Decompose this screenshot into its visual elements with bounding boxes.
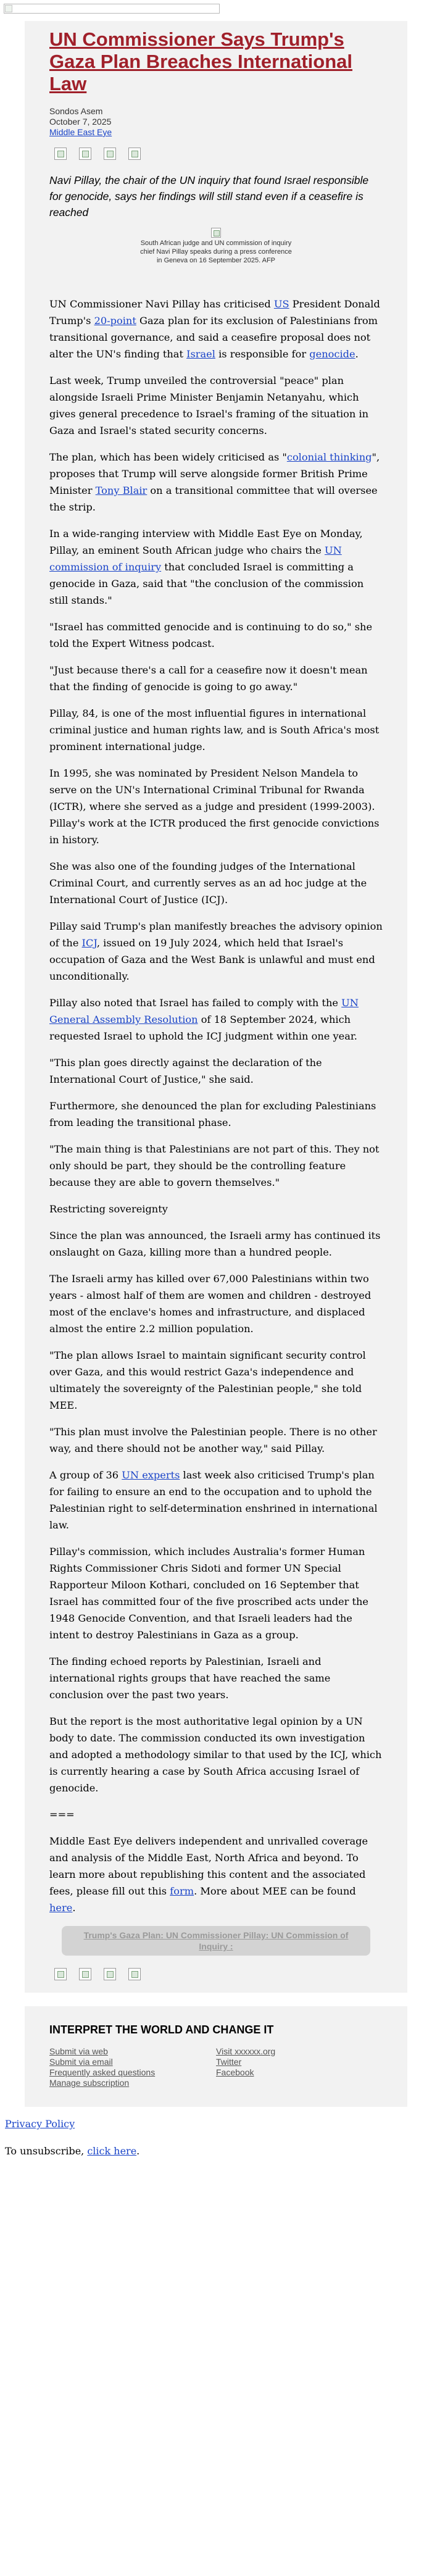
footer-link[interactable]: Twitter <box>216 2057 242 2067</box>
inline-link[interactable]: Israel <box>186 348 215 360</box>
share-icon[interactable] <box>79 1968 91 1980</box>
share-icons-bottom <box>54 1968 383 1980</box>
footer-link[interactable]: Frequently asked questions <box>49 2067 156 2077</box>
paragraph: In 1995, she was nominated by President Nelson Mandela to serve on the UN's International Criminal Tribunal for Rwanda (ICTR), where she served as a judge and president (1999-2003). Pillay's work at the ICTR produced the first genocide convictions in history. <box>49 767 380 846</box>
standfirst: Navi Pillay, the chair of the UN inquiry that found Israel responsible for genocide, says her findings will still stand even if a ceasefire is reached <box>49 174 369 219</box>
related-article <box>62 1926 370 1956</box>
article-headline[interactable]: UN Commissioner Says Trump's Gaza Plan Breaches International Law <box>49 28 353 94</box>
privacy-policy-link[interactable]: Privacy Policy <box>5 2118 75 2130</box>
footer-links-right <box>216 2046 383 2088</box>
paragraph: Pillay said Trump's plan manifestly breaches the advisory opinion of the ICJ, issued on 19 July 2024, which held that Israel's occupation of Gaza and the West Bank is unlawful and must end unconditionally. <box>49 920 383 982</box>
footer-link[interactable]: Manage subscription <box>49 2078 130 2088</box>
inline-link[interactable]: colonial thinking <box>286 451 372 463</box>
footer-link[interactable]: Visit xxxxxx.org <box>216 2046 276 2056</box>
inline-link[interactable]: UN commission of inquiry <box>49 544 342 573</box>
unsubscribe-link[interactable]: click here <box>87 2145 137 2157</box>
share-icon[interactable] <box>54 1968 67 1980</box>
paragraph: "The plan allows Israel to maintain significant security control over Gaza, and this would restrict Gaza's independence and ultimately the sovereignty of the Palestinian people," she told MEE. <box>49 1349 366 1411</box>
paragraph: A group of 36 UN experts last week also criticised Trump's plan for failing to ensure an end to the occupation and to uphold the Palestinian right to self-determination enshrined in international law. <box>49 1469 378 1531</box>
paragraph: In a wide-ranging interview with Middle East Eye on Monday, Pillay, an eminent South African judge who chairs the UN commission of inquiry that concluded Israel is committing a genocide in Gaza, said that "the conclusion of the commission still stands." <box>49 528 364 606</box>
article-card <box>25 21 407 1993</box>
image-placeholder-icon <box>211 228 221 238</box>
inline-link[interactable]: Tony Blair <box>95 485 147 496</box>
paragraph: "This plan goes directly against the declaration of the International Court of Justice," she said. <box>49 1057 322 1085</box>
article-figure <box>49 228 383 265</box>
share-icon[interactable] <box>104 1968 116 1980</box>
broken-image-icon <box>4 4 220 14</box>
section-link[interactable]: Middle East Eye <box>49 127 112 137</box>
footer <box>25 2006 407 2107</box>
footer-link[interactable]: Submit via web <box>49 2046 108 2056</box>
paragraph: === <box>49 1809 75 1820</box>
paragraph: Last week, Trump unveiled the controversial "peace" plan alongside Israeli Prime Minister Benjamin Netanyahu, which gives general precedence to Israel's framing of the situation in Gaza and Israel's stated security concerns. <box>49 375 369 436</box>
paragraph: Pillay's commission, which includes Australia's former Human Rights Commissioner Chris Sidoti and former UN Special Rapporteur Miloon Kothari, concluded on 16 September that Israel has committed four of the five proscribed acts under the 1948 Genocide Convention, and that Israeli leaders had the intent to destroy Palestinians in Gaza as a group. <box>49 1546 369 1641</box>
author: Sondos Asem <box>49 106 103 116</box>
footer-links-left <box>49 2046 216 2088</box>
paragraph: The finding echoed reports by Palestinian, Israeli and international rights groups that have reached the same conclusion over the past two years. <box>49 1656 331 1701</box>
email-header <box>0 0 432 14</box>
inline-link[interactable]: genocide <box>309 348 355 360</box>
paragraph: The Israeli army has killed over 67,000 Palestinians within two years - almost half of them are women and children - destroyed most of the enclave's homes and infrastructure, and displaced almost the entire 2.2 million population. <box>49 1273 372 1335</box>
share-icon[interactable] <box>128 148 141 160</box>
paragraph: Since the plan was announced, the Israeli army has continued its onslaught on Gaza, killing more than a hundred people. <box>49 1230 381 1258</box>
paragraph: "Israel has committed genocide and is continuing to do so," she told the Expert Witness podcast. <box>49 621 373 649</box>
unsubscribe-text: To unsubscribe, <box>5 2145 85 2157</box>
paragraph: Pillay, 84, is one of the most influential figures in international criminal justice and human rights law, and is South Africa's most prominent international judge. <box>49 707 380 752</box>
paragraph: Furthermore, she denounced the plan for excluding Palestinians from leading the transitional phase. <box>49 1100 376 1128</box>
footer-heading: INTERPRET THE WORLD AND CHANGE IT <box>49 2024 274 2036</box>
legal: Privacy Policy To unsubscribe, click here. <box>5 2118 140 2157</box>
paragraph: She was also one of the founding judges of the International Criminal Court, and currently serves as an ad hoc judge at the International Court of Justice (ICJ). <box>49 861 367 906</box>
paragraph: But the report is the most authoritative legal opinion by a UN body to date. The commission conducted its own investigation and adopted a methodology similar to that used by the ICJ, which is currently hearing a case by South Africa accusing Israel of genocide. <box>49 1715 382 1794</box>
paragraph: The plan, which has been widely criticised as "colonial thinking", proposes that Trump will serve alongside former British Prime Minister Tony Blair on a transitional committee that will oversee the strip. <box>49 451 380 513</box>
inline-link[interactable]: UN experts <box>122 1469 180 1481</box>
paragraph: "The main thing is that Palestinians are not part of this. They not only should be part, they should be the controlling feature because they are able to govern themselves." <box>49 1143 380 1188</box>
inline-link[interactable]: 20-point <box>94 315 136 327</box>
footer-link[interactable]: Submit via email <box>49 2057 113 2067</box>
image-caption: South African judge and UN commission of inquiry chief Navi Pillay speaks during a press conference in Geneva on 16 September 2025. AFP <box>140 240 292 264</box>
inline-link[interactable]: ICJ <box>81 937 97 949</box>
paragraph: "Just because there's a call for a ceasefire now it doesn't mean that the finding of genocide is going to go away." <box>49 664 368 693</box>
inline-link[interactable]: form <box>170 1885 194 1897</box>
share-icon[interactable] <box>54 148 67 160</box>
share-icon[interactable] <box>128 1968 141 1980</box>
paragraph: UN Commissioner Navi Pillay has criticised US President Donald Trump's 20-point Gaza plan for its exclusion of Palestinians from transitional governance, and said a ceasefire proposal does not alter the UN's finding that Israel is responsible for genocide. <box>49 298 380 360</box>
footer-link[interactable]: Facebook <box>216 2067 254 2077</box>
share-icons-top <box>54 148 383 160</box>
paragraph: "This plan must involve the Palestinian people. There is no other way, and there should not be another way," said Pillay. <box>49 1426 377 1454</box>
paragraph: Pillay also noted that Israel has failed to comply with the UN General Assembly Resolution of 18 September 2024, which requested Israel to uphold the ICJ judgment within one year. <box>49 997 359 1042</box>
inline-link[interactable]: here <box>49 1902 73 1914</box>
share-icon[interactable] <box>104 148 116 160</box>
publish-date: October 7, 2025 <box>49 117 112 127</box>
paragraph: Middle East Eye delivers independent and unrivalled coverage and analysis of the Middle East, North Africa and beyond. To learn more about republishing this content and the associated fees, please fill out this form. More about MEE can be found here. <box>49 1835 368 1914</box>
inline-link[interactable]: US <box>273 298 289 310</box>
article-body <box>49 296 383 1916</box>
paragraph: Restricting sovereignty <box>49 1203 168 1215</box>
inline-link[interactable]: UN General Assembly Resolution <box>49 997 359 1025</box>
share-icon[interactable] <box>79 148 91 160</box>
related-article-link[interactable]: Trump's Gaza Plan: UN Commissioner Pillay: UN Commission of Inquiry : <box>83 1930 349 1951</box>
